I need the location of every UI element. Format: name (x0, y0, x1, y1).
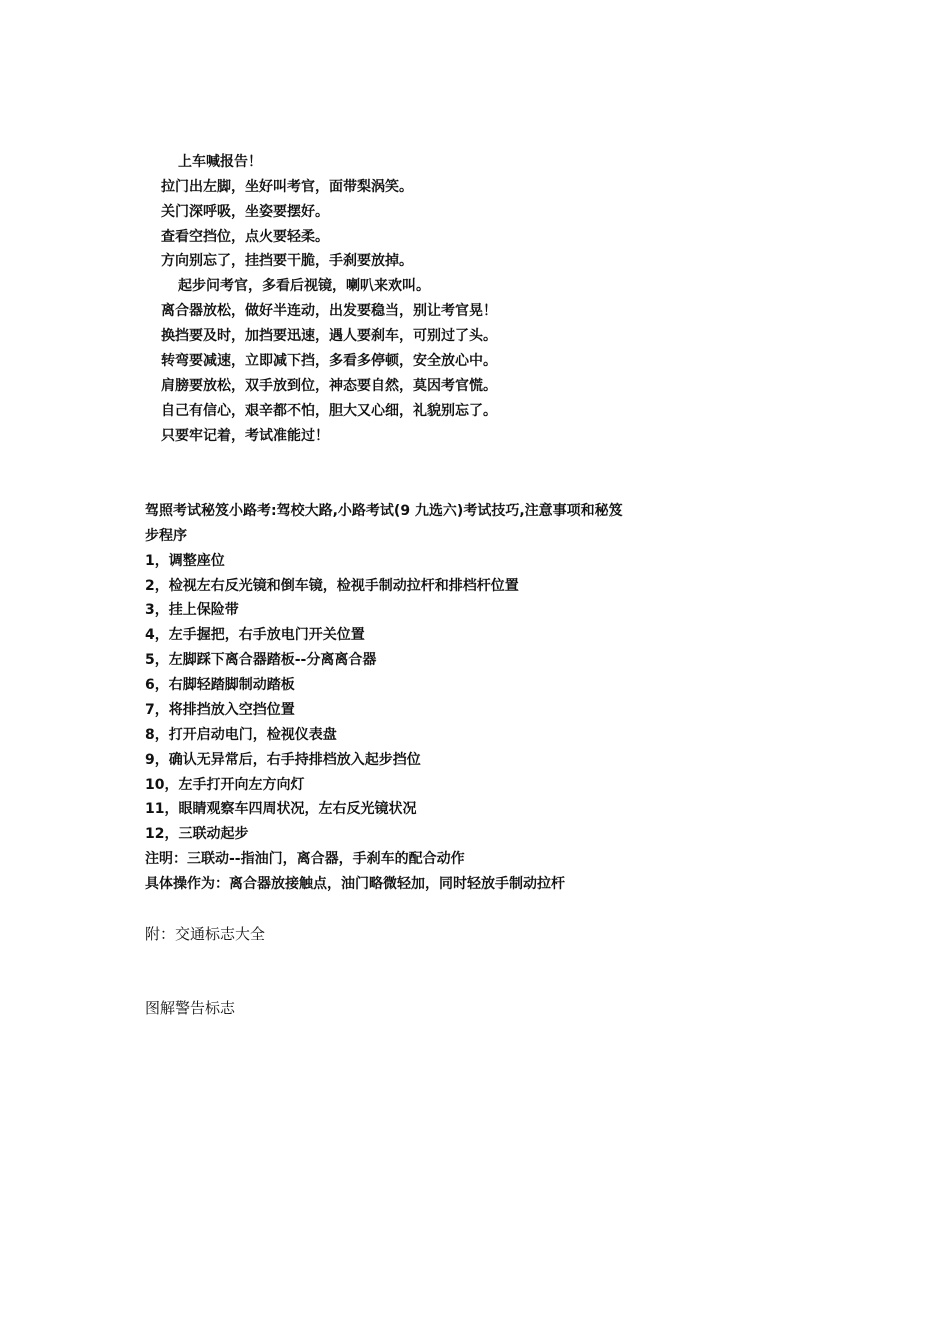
step-item: 6，右脚轻踏脚制动踏板 (145, 677, 295, 693)
poem-line: 上车喊报告！ (178, 154, 262, 170)
detail-text: 具体操作为：离合器放接触点，油门略微轻加，同时轻放手制动拉杆 (145, 876, 565, 892)
poem-line: 换挡要及时，加挡要迅速，遇人要刹车，可别过了头。 (161, 328, 497, 344)
step-item: 7，将排挡放入空挡位置 (145, 702, 295, 718)
step-item: 4，左手握把，右手放电门开关位置 (145, 627, 365, 643)
poem-line: 拉门出左脚，坐好叫考官，面带梨涡笑。 (161, 179, 413, 195)
appendix-label: 附：交通标志大全 (145, 925, 266, 943)
poem-line: 方向别忘了，挂挡要干脆，手刹要放掉。 (161, 253, 413, 269)
step-item: 5，左脚踩下离合器踏板--分离离合器 (145, 652, 377, 668)
step-item: 1，调整座位 (145, 553, 225, 569)
step-item: 10，左手打开向左方向灯 (145, 777, 305, 793)
note-text: 注明：三联动--指油门，离合器，手刹车的配合动作 (145, 851, 465, 867)
poem-line: 转弯要减速，立即减下挡，多看多停顿，安全放心中。 (161, 353, 497, 369)
step-item: 11，眼睛观察车四周状况，左右反光镜状况 (145, 801, 417, 817)
poem-line: 肩膀要放松，双手放到位，神态要自然，莫因考官慌。 (161, 378, 497, 394)
figure-title: 图解警告标志 (145, 999, 236, 1017)
poem-line: 查看空挡位，点火要轻柔。 (161, 229, 329, 245)
poem-line: 只要牢记着，考试准能过！ (161, 428, 329, 444)
step-item: 8，打开启动电门，检视仪表盘 (145, 727, 337, 743)
poem-line: 离合器放松，做好半连动，出发要稳当，别让考官晃！ (161, 303, 497, 319)
section-title-continued: 步程序 (145, 528, 187, 544)
step-item: 12，三联动起步 (145, 826, 249, 842)
poem-line: 起步问考官，多看后视镜，喇叭来欢叫。 (178, 278, 430, 294)
poem-line: 自己有信心，艰辛都不怕，胆大又心细，礼貌别忘了。 (161, 403, 497, 419)
section-title: 驾照考试秘笈小路考:驾校大路,小路考试(9 九选六)考试技巧,注意事项和秘笈 (145, 503, 623, 519)
poem-line: 关门深呼吸，坐姿要摆好。 (161, 204, 329, 220)
step-item: 2，检视左右反光镜和倒车镜，检视手制动拉杆和排档杆位置 (145, 578, 519, 594)
step-item: 9，确认无异常后，右手持排档放入起步挡位 (145, 752, 421, 768)
step-item: 3，挂上保险带 (145, 602, 239, 618)
